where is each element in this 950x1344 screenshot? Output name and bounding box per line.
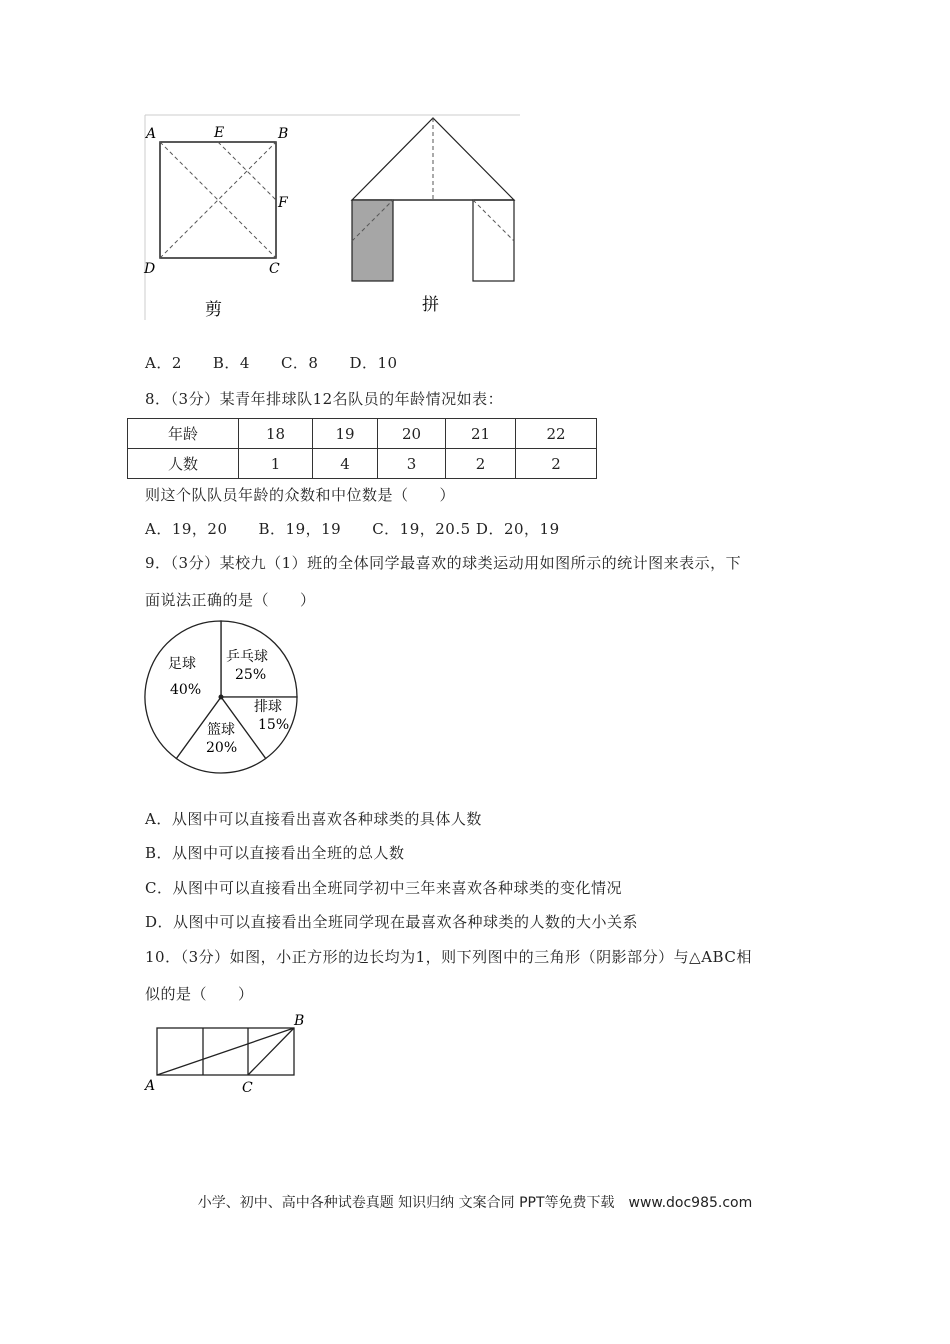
point-F: F	[278, 195, 288, 211]
q9-option-c: C．从图中可以直接看出全班同学初中三年来喜欢各种球类的变化情况	[145, 879, 622, 897]
q10-stem-line1: 10．（3分）如图，小正方形的边长均为1，则下列图中的三角形（阴影部分）与△ABC相	[145, 948, 752, 966]
age-table	[127, 418, 597, 479]
q8-options: A．19，20 B．19，19 C．19，20.5 D．20，19	[145, 520, 560, 538]
pie-center	[219, 695, 224, 700]
table-cell: 4	[313, 449, 378, 479]
point-A: A	[145, 1078, 156, 1094]
table-cell: 19	[313, 419, 378, 449]
table-cell: 21	[446, 419, 516, 449]
slice-label-football: 足球	[168, 656, 196, 672]
point-E: E	[214, 125, 225, 141]
side-AB	[157, 1028, 294, 1075]
cut-square	[160, 142, 276, 258]
table-cell: 2	[446, 449, 516, 479]
cut-join-figure	[140, 110, 525, 325]
q9-option-b: B．从图中可以直接看出全班的总人数	[145, 844, 405, 862]
q10-stem-line2: 似的是（ ）	[145, 985, 254, 1003]
pie-chart	[140, 616, 310, 781]
table-cell: 20	[378, 419, 446, 449]
q8-question: 则这个队队员年龄的众数和中位数是（ ）	[145, 486, 456, 504]
slice-percent-pingpong: 25%	[235, 667, 267, 683]
slice-label-basketball: 篮球	[207, 722, 235, 738]
table-cell: 18	[239, 419, 313, 449]
q7-options: A．2 B．4 C．8 D．10	[145, 354, 398, 372]
row-header: 年龄	[128, 419, 239, 449]
table-cell: 3	[378, 449, 446, 479]
table-row	[128, 419, 597, 449]
slice-percent-volleyball: 15%	[258, 717, 290, 733]
point-B: B	[278, 126, 289, 142]
join-shape	[352, 118, 514, 281]
point-A: A	[146, 126, 157, 142]
q8-stem: 8．（3分）某青年排球队12名队员的年龄情况如表：	[145, 390, 504, 408]
point-D: D	[144, 261, 156, 277]
slice-label-pingpong: 乒乓球	[226, 649, 268, 665]
slice-label-volleyball: 排球	[254, 699, 282, 715]
q9-stem-line1: 9．（3分）某校九（1）班的全体同学最喜欢的球类运动用如图所示的统计图来表示，下	[145, 554, 742, 572]
footer: 小学、初中、高中各种试卷真题 知识归纳 文案合同 PPT等免费下载 www.doc985.com	[197, 1195, 753, 1211]
point-C: C	[269, 261, 280, 277]
slice-percent-basketball: 20%	[206, 740, 238, 756]
table-cell: 22	[516, 419, 597, 449]
q9-stem-line2: 面说法正确的是（ ）	[145, 591, 316, 609]
point-B: B	[294, 1013, 305, 1029]
table-cell: 1	[239, 449, 313, 479]
table-cell: 2	[516, 449, 597, 479]
point-C: C	[242, 1080, 253, 1096]
row-header: 人数	[128, 449, 239, 479]
join-label: 拼	[422, 295, 439, 315]
side-BC	[248, 1028, 294, 1075]
cut-label: 剪	[205, 300, 222, 320]
slice-percent-football: 40%	[170, 682, 202, 698]
table-row	[128, 449, 597, 479]
q9-option-a: A．从图中可以直接看出喜欢各种球类的具体人数	[145, 810, 482, 828]
q9-option-d: D．从图中可以直接看出全班同学现在最喜欢各种球类的人数的大小关系	[145, 913, 639, 931]
triangle-figure	[140, 1010, 315, 1100]
